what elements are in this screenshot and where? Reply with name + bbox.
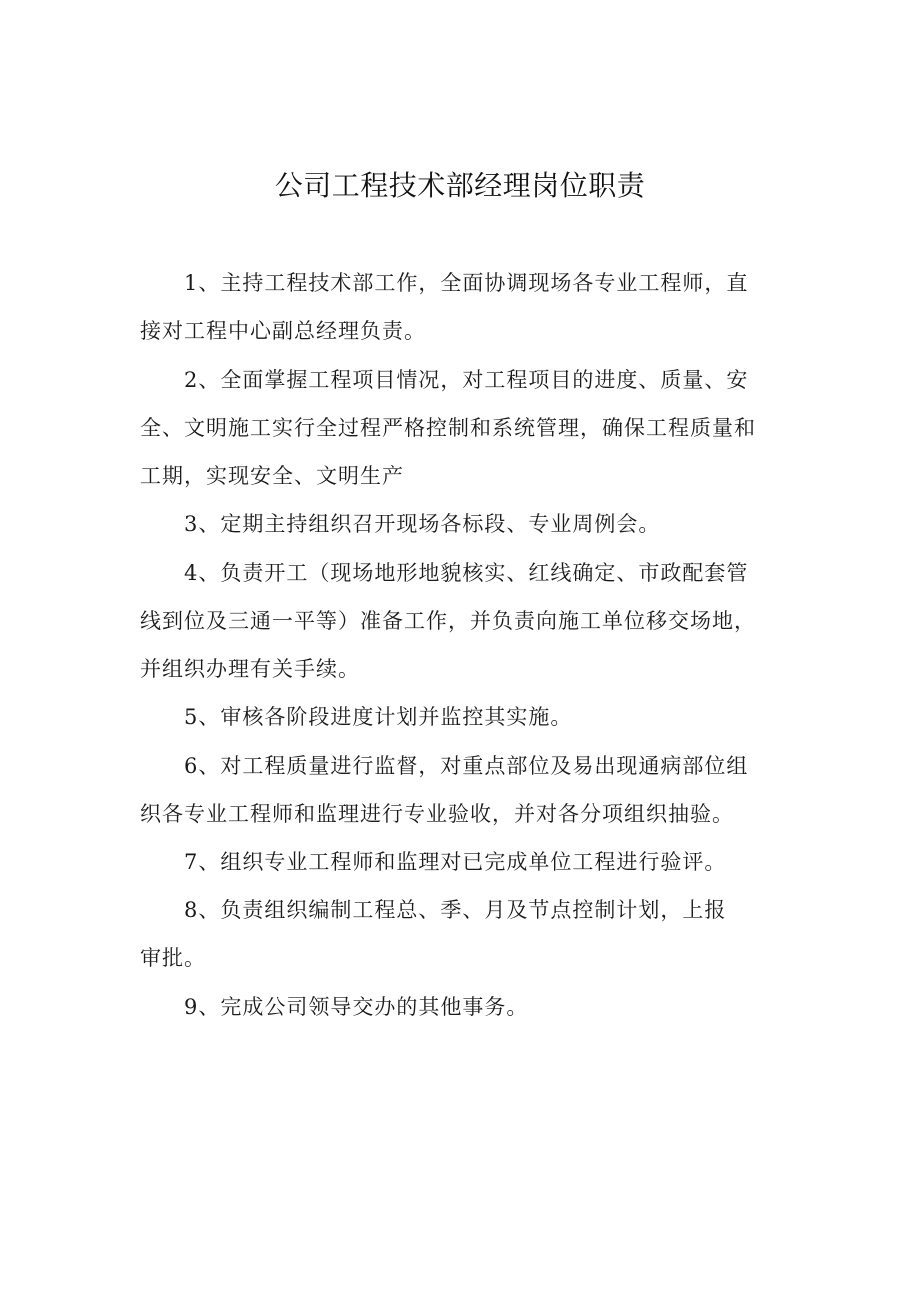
- paragraph-line: 7、组织专业工程师和监理对已完成单位工程进行验评。: [184, 850, 727, 874]
- duty-paragraph-8: [140, 886, 790, 982]
- paragraph-line: 工期，实现安全、文明生产: [140, 464, 404, 488]
- paragraph-line: 并组织办理有关手续。: [140, 657, 360, 681]
- paragraph-line: 2、全面掌握工程项目情况，对工程项目的进度、质量、安: [184, 368, 749, 392]
- paragraph-line: 审批。: [140, 946, 206, 970]
- document-title: 公司工程技术部经理岗位职责: [274, 169, 646, 202]
- paragraph-line: 线到位及三通一平等）准备工作，并负责向施工单位移交场地，: [140, 609, 756, 633]
- paragraph-line: 8、负责组织编制工程总、季、月及节点控制计划，上报: [184, 898, 727, 922]
- duty-paragraph-7: [140, 838, 790, 886]
- paragraph-line: 4、负责开工（现场地形地貌核实、红线确定、市政配套管: [184, 561, 749, 585]
- paragraph-line: 3、定期主持组织召开现场各标段、专业周例会。: [184, 512, 661, 536]
- duty-paragraph-3: [140, 500, 790, 548]
- paragraph-line: 接对工程中心副总经理负责。: [140, 319, 426, 343]
- paragraph-line: 9、完成公司领导交办的其他事务。: [184, 995, 529, 1019]
- duty-paragraph-4: [140, 549, 790, 693]
- paragraph-line: 5、审核各阶段进度计划并监控其实施。: [184, 705, 573, 729]
- paragraph-line: 1、主持工程技术部工作，全面协调现场各专业工程师，直: [184, 271, 749, 295]
- paragraph-line: 全、文明施工实行全过程严格控制和系统管理，确保工程质量和: [140, 416, 756, 440]
- duty-paragraph-1: [140, 259, 790, 355]
- duty-paragraph-2: [140, 356, 790, 500]
- duty-paragraph-6: [140, 742, 790, 838]
- duty-paragraph-5: [140, 693, 790, 741]
- duty-paragraph-9: [140, 983, 790, 1031]
- paragraph-line: 织各专业工程师和监理进行专业验收，并对各分项组织抽验。: [140, 802, 734, 826]
- paragraph-line: 6、对工程质量进行监督，对重点部位及易出现通病部位组: [184, 754, 749, 778]
